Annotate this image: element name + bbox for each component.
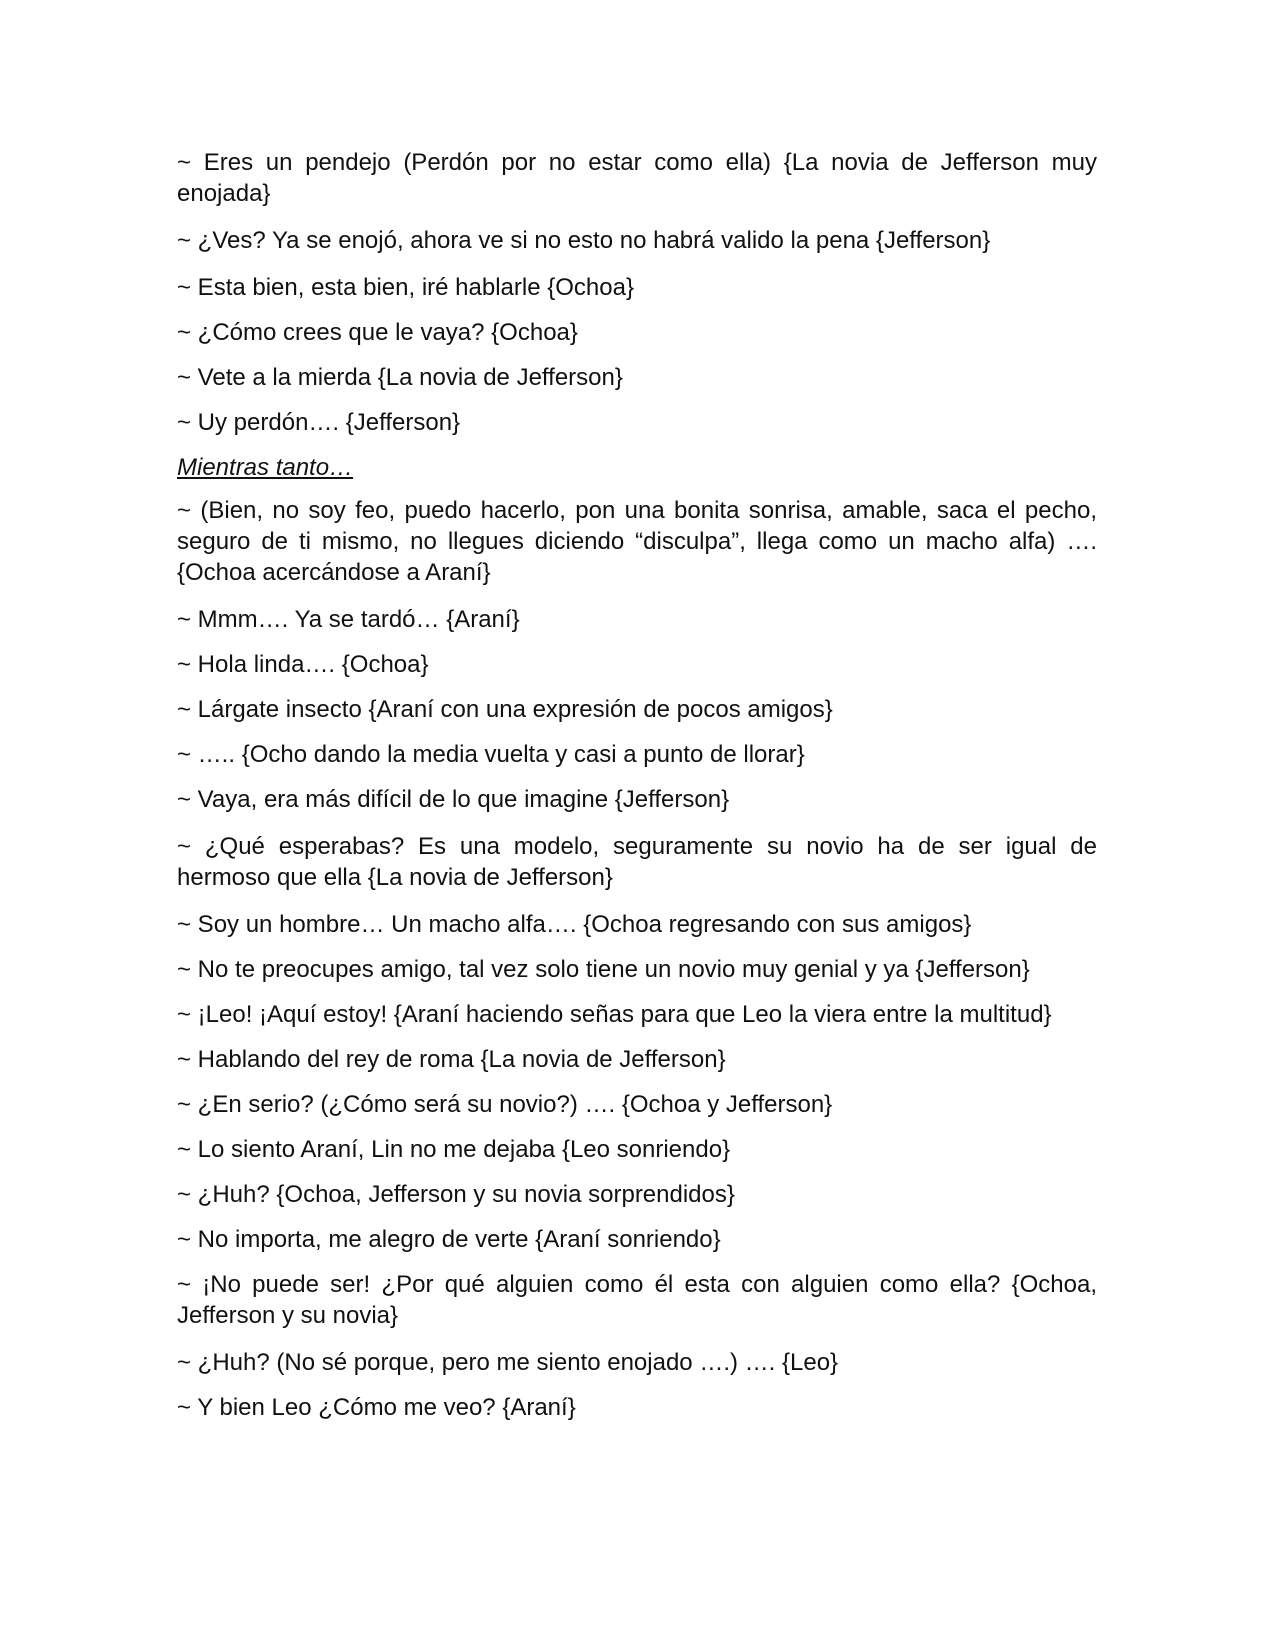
dialogue-line: ~ Hablando del rey de roma {La novia de Jefferson} — [177, 1046, 726, 1073]
dialogue-line: ~ Uy perdón…. {Jefferson} — [177, 409, 461, 436]
dialogue-line: ~ ¿Cómo crees que le vaya? {Ochoa} — [177, 319, 578, 346]
dialogue-line: ~ Lárgate insecto {Araní con una expresión de pocos amigos} — [177, 696, 833, 723]
dialogue-line: ~ ….. {Ocho dando la media vuelta y casi a punto de llorar} — [177, 741, 805, 768]
dialogue-line: ~ Vaya, era más difícil de lo que imagine {Jefferson} — [177, 786, 730, 813]
dialogue-line: ~ Y bien Leo ¿Cómo me veo? {Araní} — [177, 1394, 576, 1421]
dialogue-line: ~ ¿Ves? Ya se enojó, ahora ve si no esto no habrá valido la pena {Jefferson} — [177, 227, 991, 254]
dialogue-line: ~ (Bien, no soy feo, puedo hacerlo, pon una bonita sonrisa, amable, saca el pecho, seguro de ti mismo, no llegues diciendo “disculpa”, llega como un macho alfa) …. {Ochoa acercándose a Araní} — [177, 497, 1097, 586]
dialogue-line: ~ Esta bien, esta bien, iré hablarle {Ochoa} — [177, 274, 634, 301]
dialogue-line: ~ Mmm…. Ya se tardó… {Araní} — [177, 606, 520, 633]
dialogue-line: ~ Lo siento Araní, Lin no me dejaba {Leo sonriendo} — [177, 1136, 731, 1163]
dialogue-line: ~ ¿Huh? {Ochoa, Jefferson y su novia sorprendidos} — [177, 1181, 735, 1208]
dialogue-line: ~ ¿Qué esperabas? Es una modelo, seguramente su novio ha de ser igual de hermoso que ella {La novia de Jefferson} — [177, 833, 1097, 891]
dialogue-line: ~ No importa, me alegro de verte {Araní sonriendo} — [177, 1226, 721, 1253]
dialogue-line: ~ ¡No puede ser! ¿Por qué alguien como él esta con alguien como ella? {Ochoa, Jefferson y su novia} — [177, 1271, 1097, 1329]
dialogue-line: ~ Soy un hombre… Un macho alfa…. {Ochoa regresando con sus amigos} — [177, 911, 972, 938]
dialogue-line: ~ ¿Huh? (No sé porque, pero me siento enojado ….) …. {Leo} — [177, 1349, 839, 1376]
dialogue-line: ~ ¡Leo! ¡Aquí estoy! {Araní haciendo señas para que Leo la viera entre la multitud} — [177, 1001, 1052, 1028]
document-body — [177, 147, 1097, 1437]
section-heading: Mientras tanto… — [177, 454, 354, 481]
dialogue-line: ~ ¿En serio? (¿Cómo será su novio?) …. {Ochoa y Jefferson} — [177, 1091, 833, 1118]
dialogue-line: ~ Eres un pendejo (Perdón por no estar como ella) {La novia de Jefferson muy enojada} — [177, 149, 1097, 207]
dialogue-line: ~ No te preocupes amigo, tal vez solo tiene un novio muy genial y ya {Jefferson} — [177, 956, 1030, 983]
dialogue-line: ~ Hola linda…. {Ochoa} — [177, 651, 429, 678]
dialogue-line: ~ Vete a la mierda {La novia de Jefferson} — [177, 364, 623, 391]
